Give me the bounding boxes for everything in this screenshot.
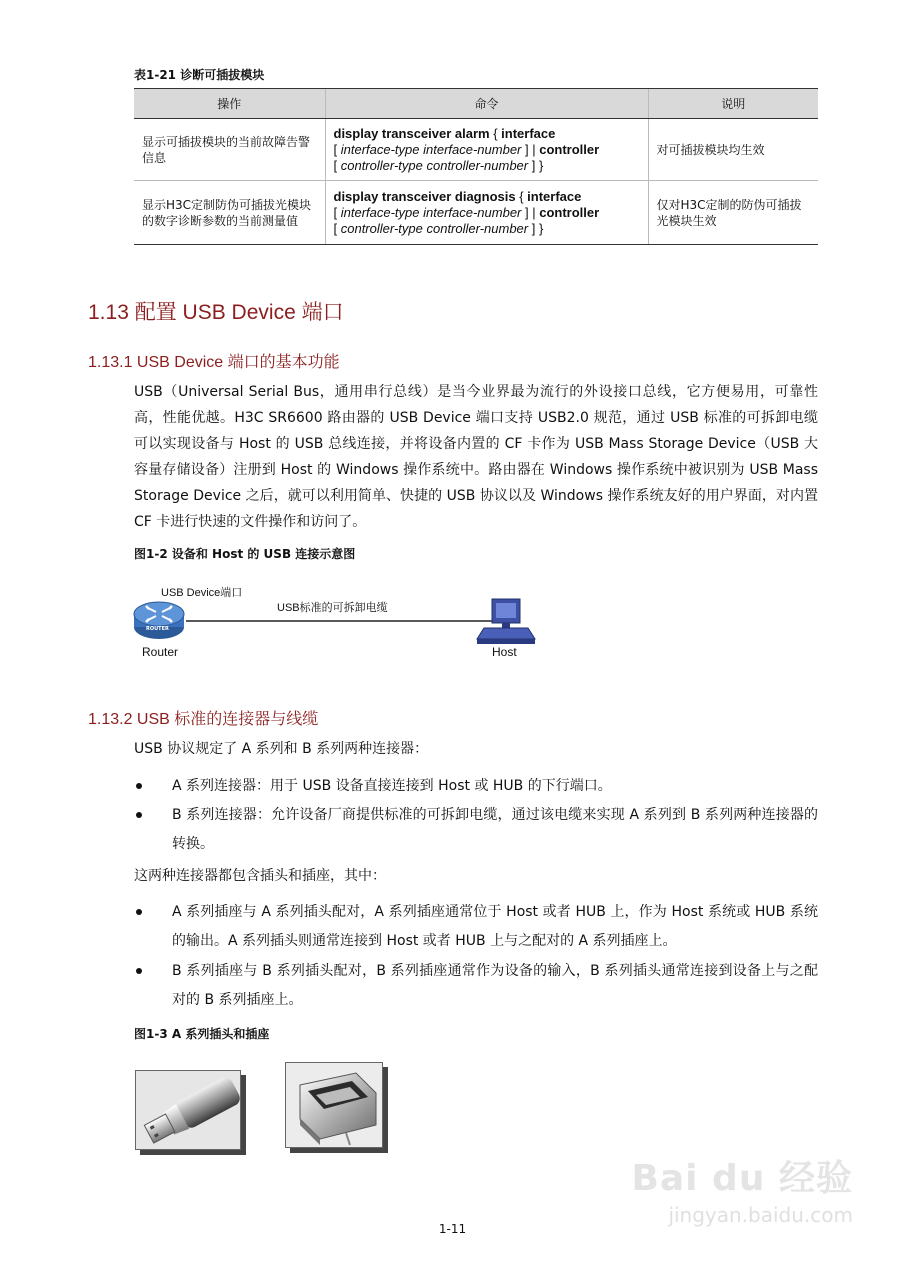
table-header-row [134, 89, 818, 119]
cmd-bracket: ] } [528, 157, 544, 173]
cmd-bracket: ] | [521, 141, 540, 157]
usb-port-label: USB Device端口 [161, 587, 243, 599]
figure-caption-a-series: 图1-3 A 系列插头和插座 [134, 1027, 270, 1041]
cmd-bracket: [ [333, 220, 341, 236]
table-cell-operation: 显示可插拔模块的当前故障告警信息 [134, 119, 325, 181]
table-cell-description: 仅对H3C定制的防伪可插拔光模块生效 [648, 181, 818, 245]
table-cell-operation: 显示H3C定制防伪可插拔光模块的数字诊断参数的当前测量值 [134, 181, 325, 245]
list-item [134, 772, 818, 801]
router-label: Router [142, 645, 179, 659]
cmd-argument: controller-type controller-number [340, 157, 529, 173]
table-cell-description: 对可插拔模块均生效 [648, 119, 818, 181]
cmd-bracket: [ [333, 157, 341, 173]
cmd-keyword: controller [539, 141, 600, 157]
cmd-bracket: [ [333, 141, 341, 157]
router-badge-text: ROUTER [146, 626, 169, 632]
paragraph-plug-socket-intro: 这两种连接器都包含插头和插座，其中： [134, 868, 386, 884]
usb-connection-diagram [130, 578, 550, 668]
cmd-bracket: [ [333, 204, 341, 220]
diagram-graphics [130, 596, 550, 654]
cmd-bracket: ] | [521, 204, 540, 220]
bullet-icon [136, 909, 142, 915]
usb-a-plug-photo [135, 1070, 241, 1150]
watermark-logo: Bai du 经验 [631, 1158, 853, 1199]
subsection-title-basic: 1.13.1 USB Device 端口的基本功能 [88, 354, 340, 371]
cmd-keyword: display transceiver alarm [333, 125, 490, 141]
table-caption: 表1-21 诊断可插拔模块 [134, 68, 265, 82]
usb-a-plug-icon [136, 1071, 241, 1150]
host-label: Host [492, 645, 517, 659]
section-title: 1.13 配置 USB Device 端口 [88, 301, 344, 324]
usb-a-socket-photo [285, 1062, 383, 1148]
list-item [134, 898, 818, 956]
cmd-keyword: controller [539, 204, 600, 220]
cmd-keyword: interface [501, 125, 556, 141]
cmd-keyword: display transceiver diagnosis [333, 188, 516, 204]
usb-a-socket-icon [286, 1063, 383, 1148]
cable-label: USB标准的可拆卸电缆 [277, 602, 388, 614]
paragraph-usb-intro: USB（Universal Serial Bus，通用串行总线）是当今业界最为流行的外设接口总线，它方便易用，可靠性高，性能优越。H3C SR6600 路由器的 USB Device 端口支持 USB2.0 规范，通过 USB 标准的可拆卸电缆可以实现设备与 Host 的 USB 总线连接，并将设备内置的 CF 卡作为 USB Mass Storage Device（USB 大容量存储设备）注册到 Host 的 Windows 操作系统中。路由器在 Windows 操作系统中被识别为 USB Mass Storage Device 之后，就可以利用简单、快捷的 USB 协议以及 Windows 操作系统友好的用户界面，对内置 CF 卡进行快速的文件操作和访问了。 [134, 384, 818, 530]
cmd-argument: interface-type interface-number [340, 204, 522, 220]
bullet-icon [136, 812, 142, 818]
list-item-text: A 系列插座与 A 系列插头配对，A 系列插座通常位于 Host 或者 HUB 上，作为 Host 系统或 HUB 系统的输出。A 系列插头则通常连接到 Host 或者 HUB 上与之配对的 A 系列插座上。 [172, 904, 818, 949]
watermark-url: jingyan.baidu.com [668, 1203, 853, 1227]
table-row [134, 181, 818, 245]
figure-caption-usb-connection: 图1-2 设备和 Host 的 USB 连接示意图 [134, 547, 356, 561]
list-item [134, 957, 818, 1015]
table-cell-command [325, 119, 648, 181]
cmd-keyword: interface [527, 188, 582, 204]
router-icon [134, 602, 184, 639]
list-item-text: B 系列插座与 B 系列插头配对，B 系列插座通常作为设备的输入，B 系列插头通常连接到设备上与之配对的 B 系列插座上。 [172, 963, 818, 1008]
cmd-brace: { [515, 188, 528, 204]
table-cell-command [325, 181, 648, 245]
table-header-operation: 操作 [134, 89, 325, 119]
list-item-text: A 系列连接器：用于 USB 设备直接连接到 Host 或 HUB 的下行端口。 [172, 778, 612, 794]
baidu-jingyan-watermark [631, 1150, 853, 1227]
cmd-brace: { [489, 125, 502, 141]
table-row [134, 119, 818, 181]
list-item-text: B 系列连接器：允许设备厂商提供标准的可拆卸电缆，通过该电缆来实现 A 系列到 B 系列两种连接器的转换。 [172, 807, 818, 852]
table-header-command: 命令 [325, 89, 648, 119]
bullet-icon [136, 968, 142, 974]
cmd-argument: controller-type controller-number [340, 220, 529, 236]
cmd-argument: interface-type interface-number [340, 141, 522, 157]
subsection-title-connectors: 1.13.2 USB 标准的连接器与线缆 [88, 711, 319, 728]
table-header-description: 说明 [648, 89, 818, 119]
command-table [134, 88, 818, 245]
page-number: 1-11 [438, 1222, 467, 1236]
list-item [134, 801, 818, 859]
paragraph-connector-intro: USB 协议规定了 A 系列和 B 系列两种连接器： [134, 741, 429, 757]
bullet-icon [136, 783, 142, 789]
cmd-bracket: ] } [528, 220, 544, 236]
